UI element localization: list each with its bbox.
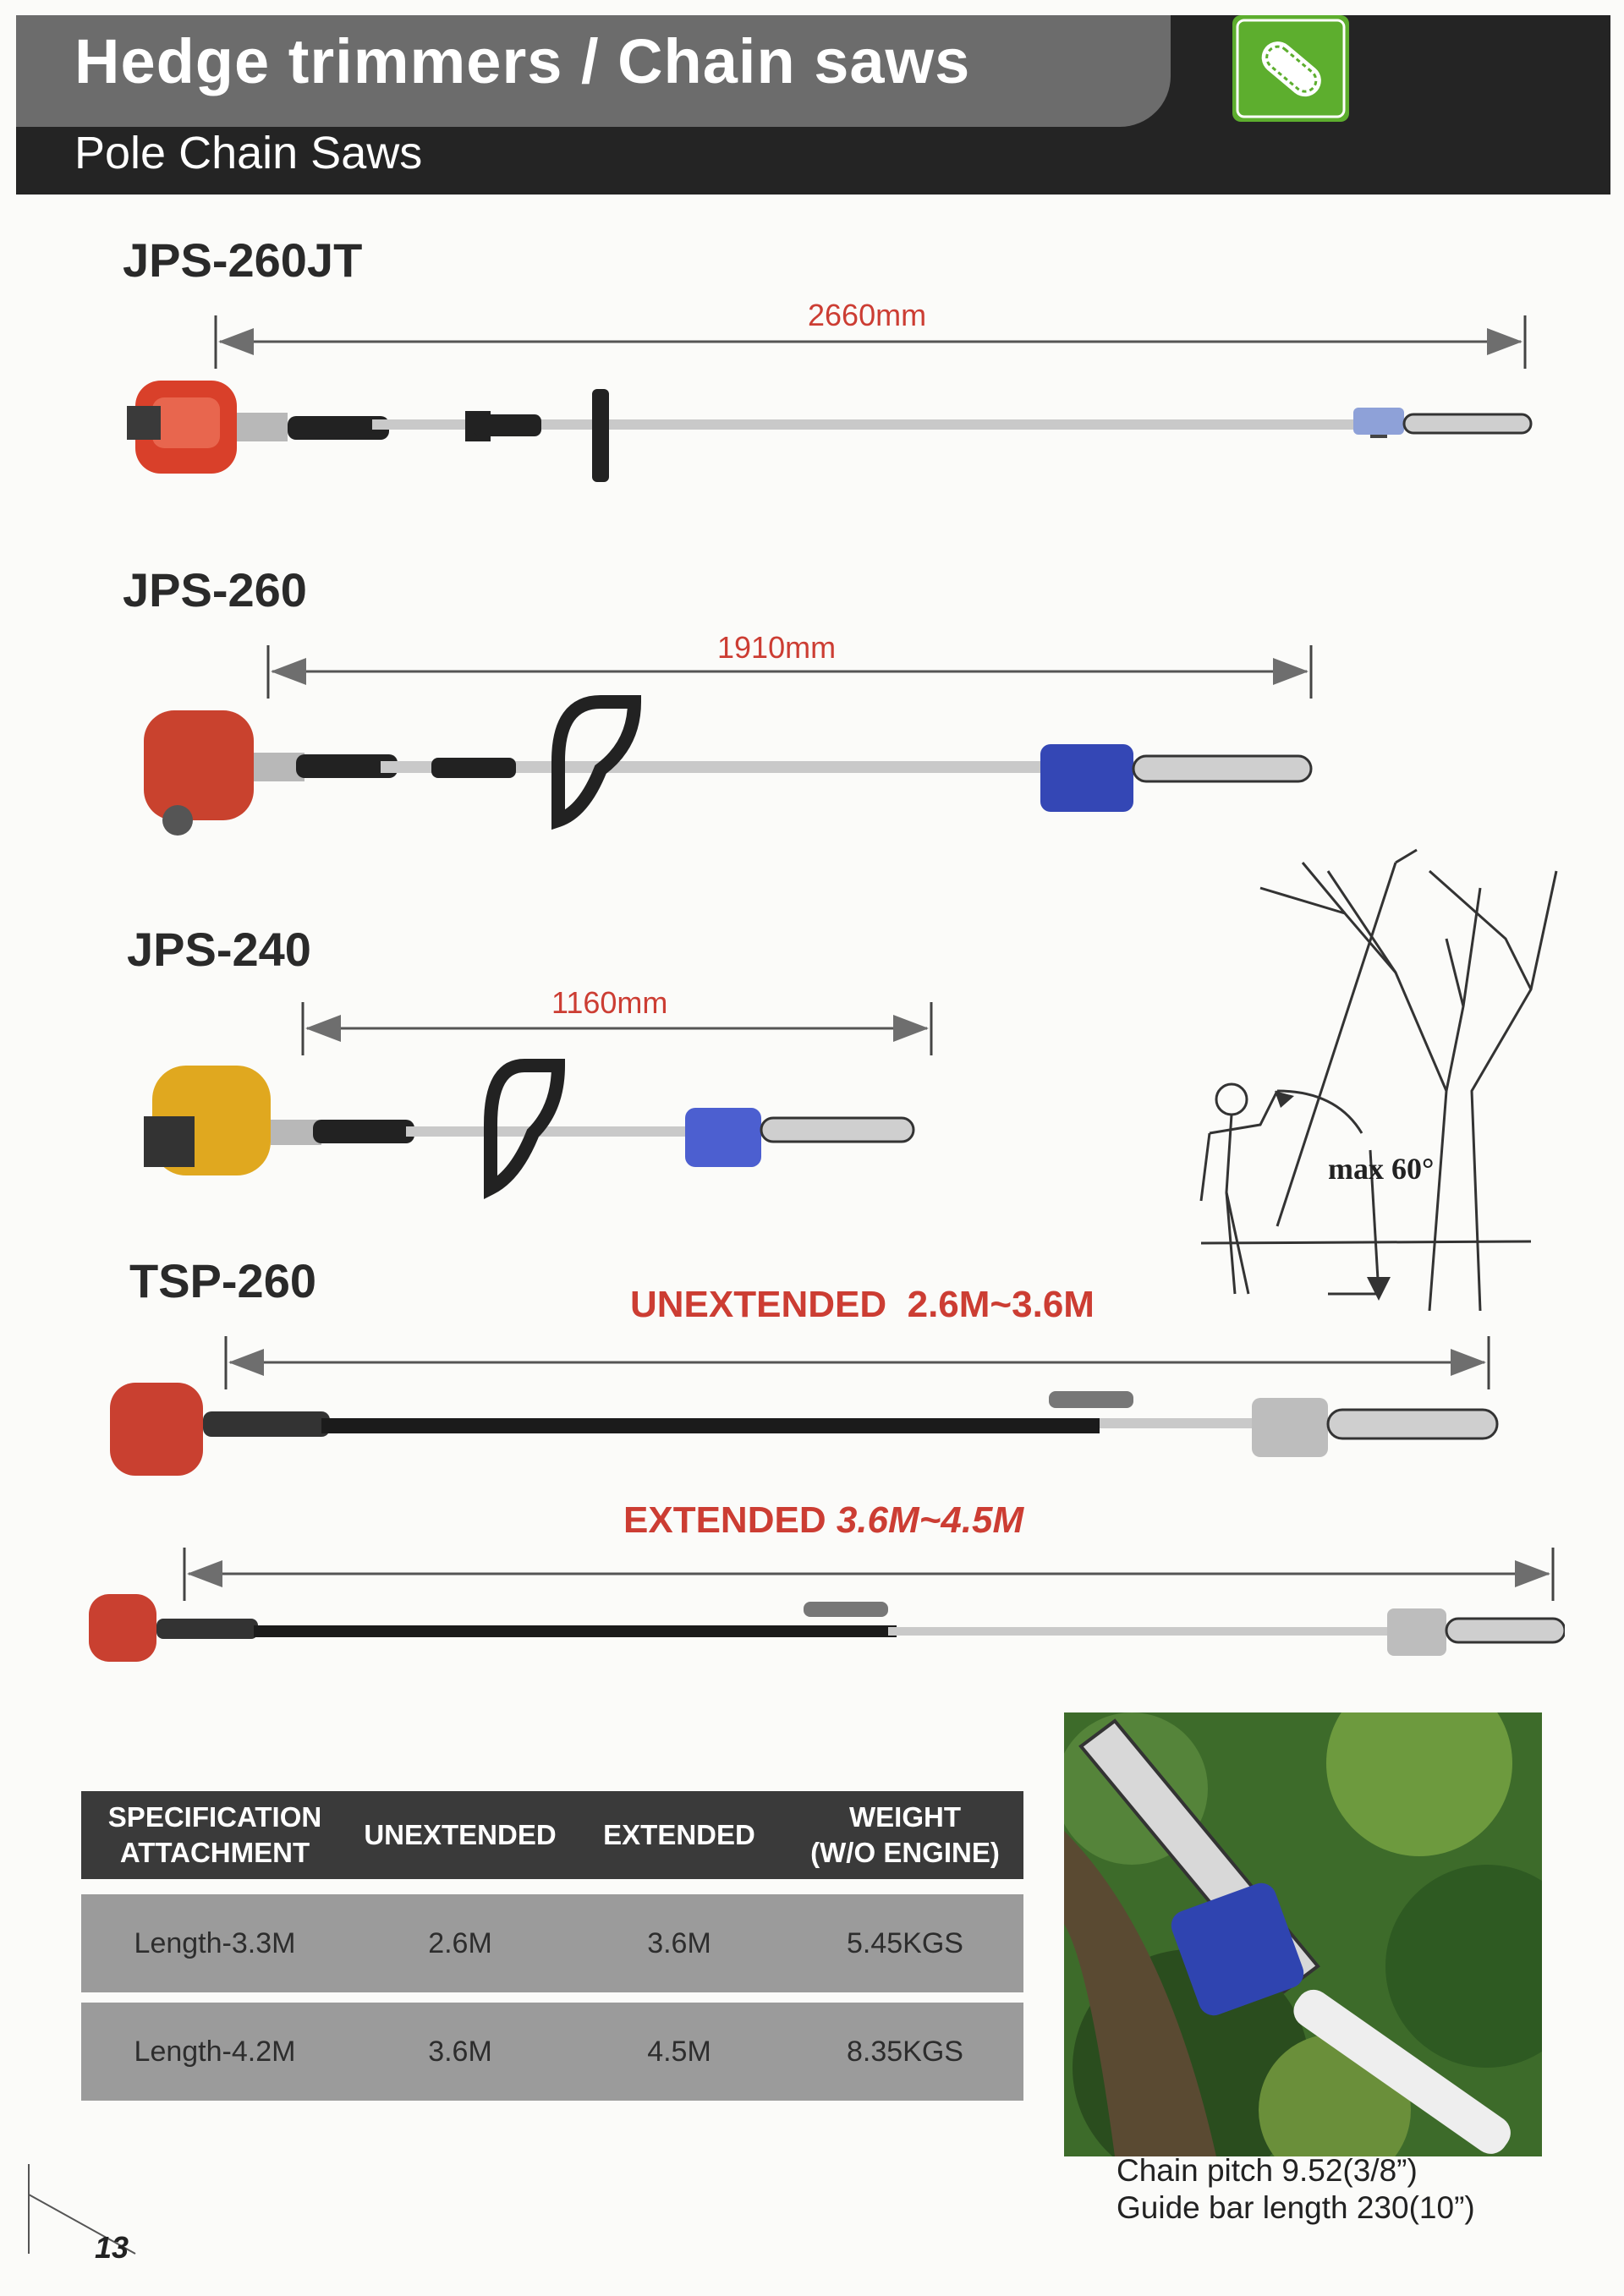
dimension-label-jps-260jt: 2660mm [808,298,927,332]
cell-attachment: Length-4.2M [134,2035,296,2068]
cell-unextended: 2.6M [428,1926,492,1959]
chain-pitch-text: Chain pitch 9.52(3/8”) [1116,2153,1418,2188]
dimension-arrow-jps-260 [264,641,1317,700]
cell-unextended: 3.6M [428,2035,492,2068]
jps-260-product-image [127,693,1320,846]
cell-attachment: Length-3.3M [134,1926,296,1959]
cell-extended: 4.5M [647,2035,711,2068]
dimension-label-jps-260: 1910mm [717,630,837,665]
model-label-tsp-260: TSP-260 [129,1254,316,1307]
table-row [81,2003,1023,2101]
photo-caption [1116,2152,1475,2227]
model-label-jps-260: JPS-260 [123,563,307,616]
extended-label [623,1499,1023,1542]
guide-bar-length-text: Guide bar length 230(10”) [1116,2190,1475,2225]
unextended-range: 2.6M~3.6M [907,1284,1095,1325]
tsp-260-unextended-product-image [102,1374,1506,1493]
pruning-illustration [1176,837,1565,1311]
angle-label: max 60° [1328,1152,1435,1186]
dimension-label-jps-240: 1160mm [551,985,668,1020]
spec-table-header [81,1791,1023,1879]
page-number: 13 [95,2230,129,2265]
jps-240-product-image [135,1049,930,1209]
table-row [81,1894,1023,1992]
tsp-260-extended-product-image [85,1590,1565,1683]
cell-extended: 3.6M [647,1926,711,1959]
cell-weight: 5.45KGS [847,1926,963,1959]
chainsaw-in-use-photo [1064,1712,1542,2156]
unextended-label [630,1284,1095,1326]
dimension-arrow-jps-260jt [211,311,1531,370]
cell-weight: 8.35KGS [847,2035,963,2068]
model-label-jps-260jt: JPS-260JT [123,233,363,287]
header-unextended: UNEXTENDED [364,1819,557,1850]
extended-label-text: EXTENDED [623,1499,826,1541]
unextended-label-text: UNEXTENDED [630,1284,887,1325]
chainsaw-category-icon [1232,15,1349,122]
extended-range: 3.6M~4.5M [836,1499,1024,1541]
header-weight: WEIGHT (W/O ENGINE) [810,1801,1000,1868]
page-subtitle: Pole Chain Saws [74,128,423,178]
spec-table [81,1791,1023,2101]
model-label-jps-240: JPS-240 [127,923,311,976]
header-extended: EXTENDED [603,1819,755,1850]
header-specification: SPECIFICATION ATTACHMENT [107,1801,322,1868]
page-title: Hedge trimmers / Chain saws [74,26,971,96]
jps-260jt-product-image [118,364,1539,507]
